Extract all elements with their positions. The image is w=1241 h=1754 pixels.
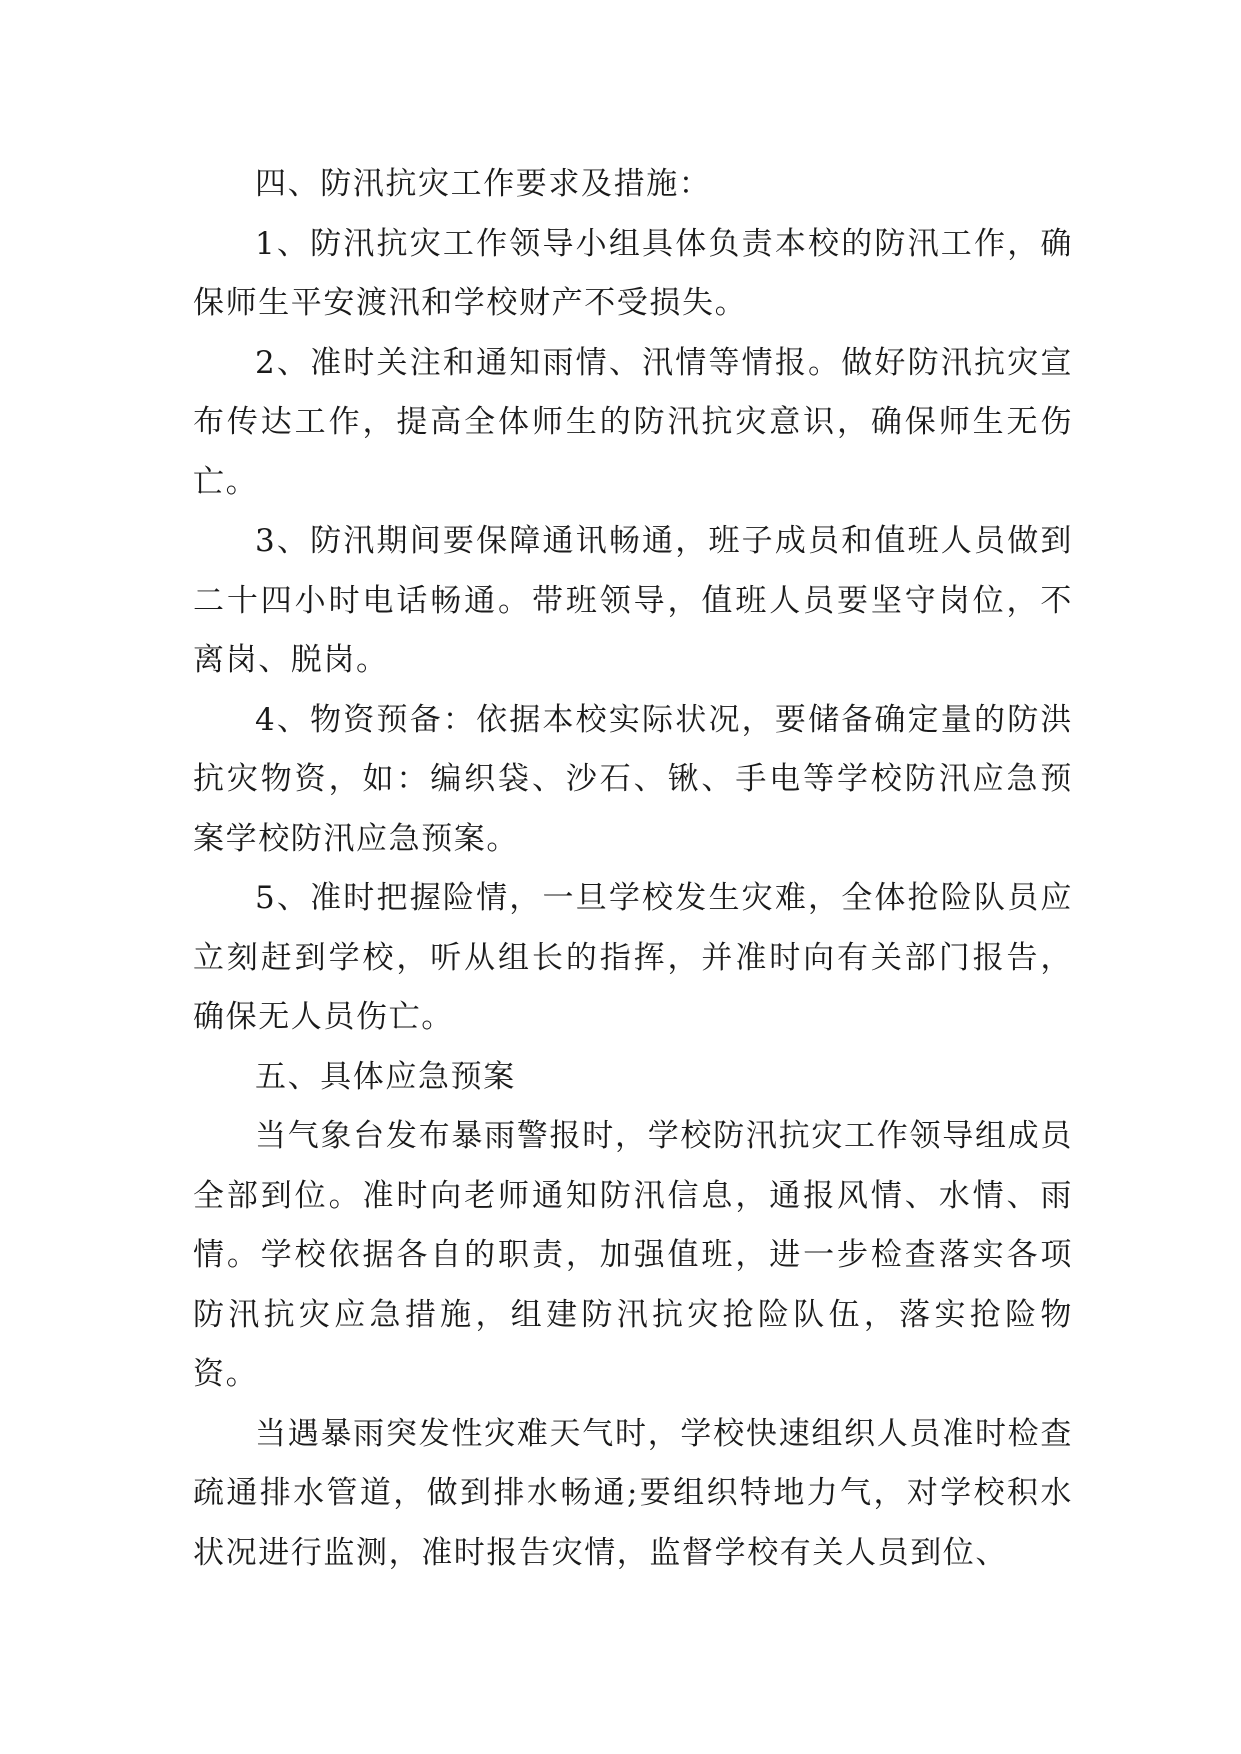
- section-heading-requirements: 四、防汛抗灾工作要求及措施：: [255, 166, 712, 202]
- paragraph-sudden-storm: 当遇暴雨突发性灾难天气时，学校快速组织人员准时检查疏通排水管道，做到排水畅通;要组织特地力气，对学校积水状况进行监测，准时报告灾情，监督学校有关人员到位、: [193, 1415, 1073, 1571]
- section-heading-plan: 五、具体应急预案: [255, 1058, 516, 1095]
- paragraph-storm-warning: 当气象台发布暴雨警报时，学校防汛抗灾工作领导组成员全部到位。准时向老师通知防汛信息，通报风情、水情、雨情。学校依据各自的职责，加强值班，进一步检查落实各项防汛抗灾应急措施，组建防汛抗灾抢险队伍，落实抢险物资。: [193, 1118, 1073, 1392]
- document-body: [193, 155, 1073, 1583]
- paragraph-item-1: 1、防汛抗灾工作领导小组具体负责本校的防汛工作，确保师生平安渡汛和学校财产不受损失。: [193, 225, 1073, 321]
- paragraph-item-4: 4、物资预备：依据本校实际状况，要储备确定量的防洪抗灾物资，如：编织袋、沙石、锹、手电等学校防汛应急预案学校防汛应急预案。: [193, 701, 1073, 857]
- paragraph-item-5: 5、准时把握险情，一旦学校发生灾难，全体抢险队员应立刻赶到学校，听从组长的指挥，并准时向有关部门报告，确保无人员伤亡。: [193, 880, 1073, 1035]
- paragraph-item-2: 2、准时关注和通知雨情、汛情等情报。做好防汛抗灾宣布传达工作，提高全体师生的防汛抗灾意识，确保师生无伤亡。: [193, 344, 1073, 500]
- paragraph-item-3: 3、防汛期间要保障通讯畅通，班子成员和值班人员做到二十四小时电话畅通。带班领导，值班人员要坚守岗位，不离岗、脱岗。: [193, 523, 1073, 678]
